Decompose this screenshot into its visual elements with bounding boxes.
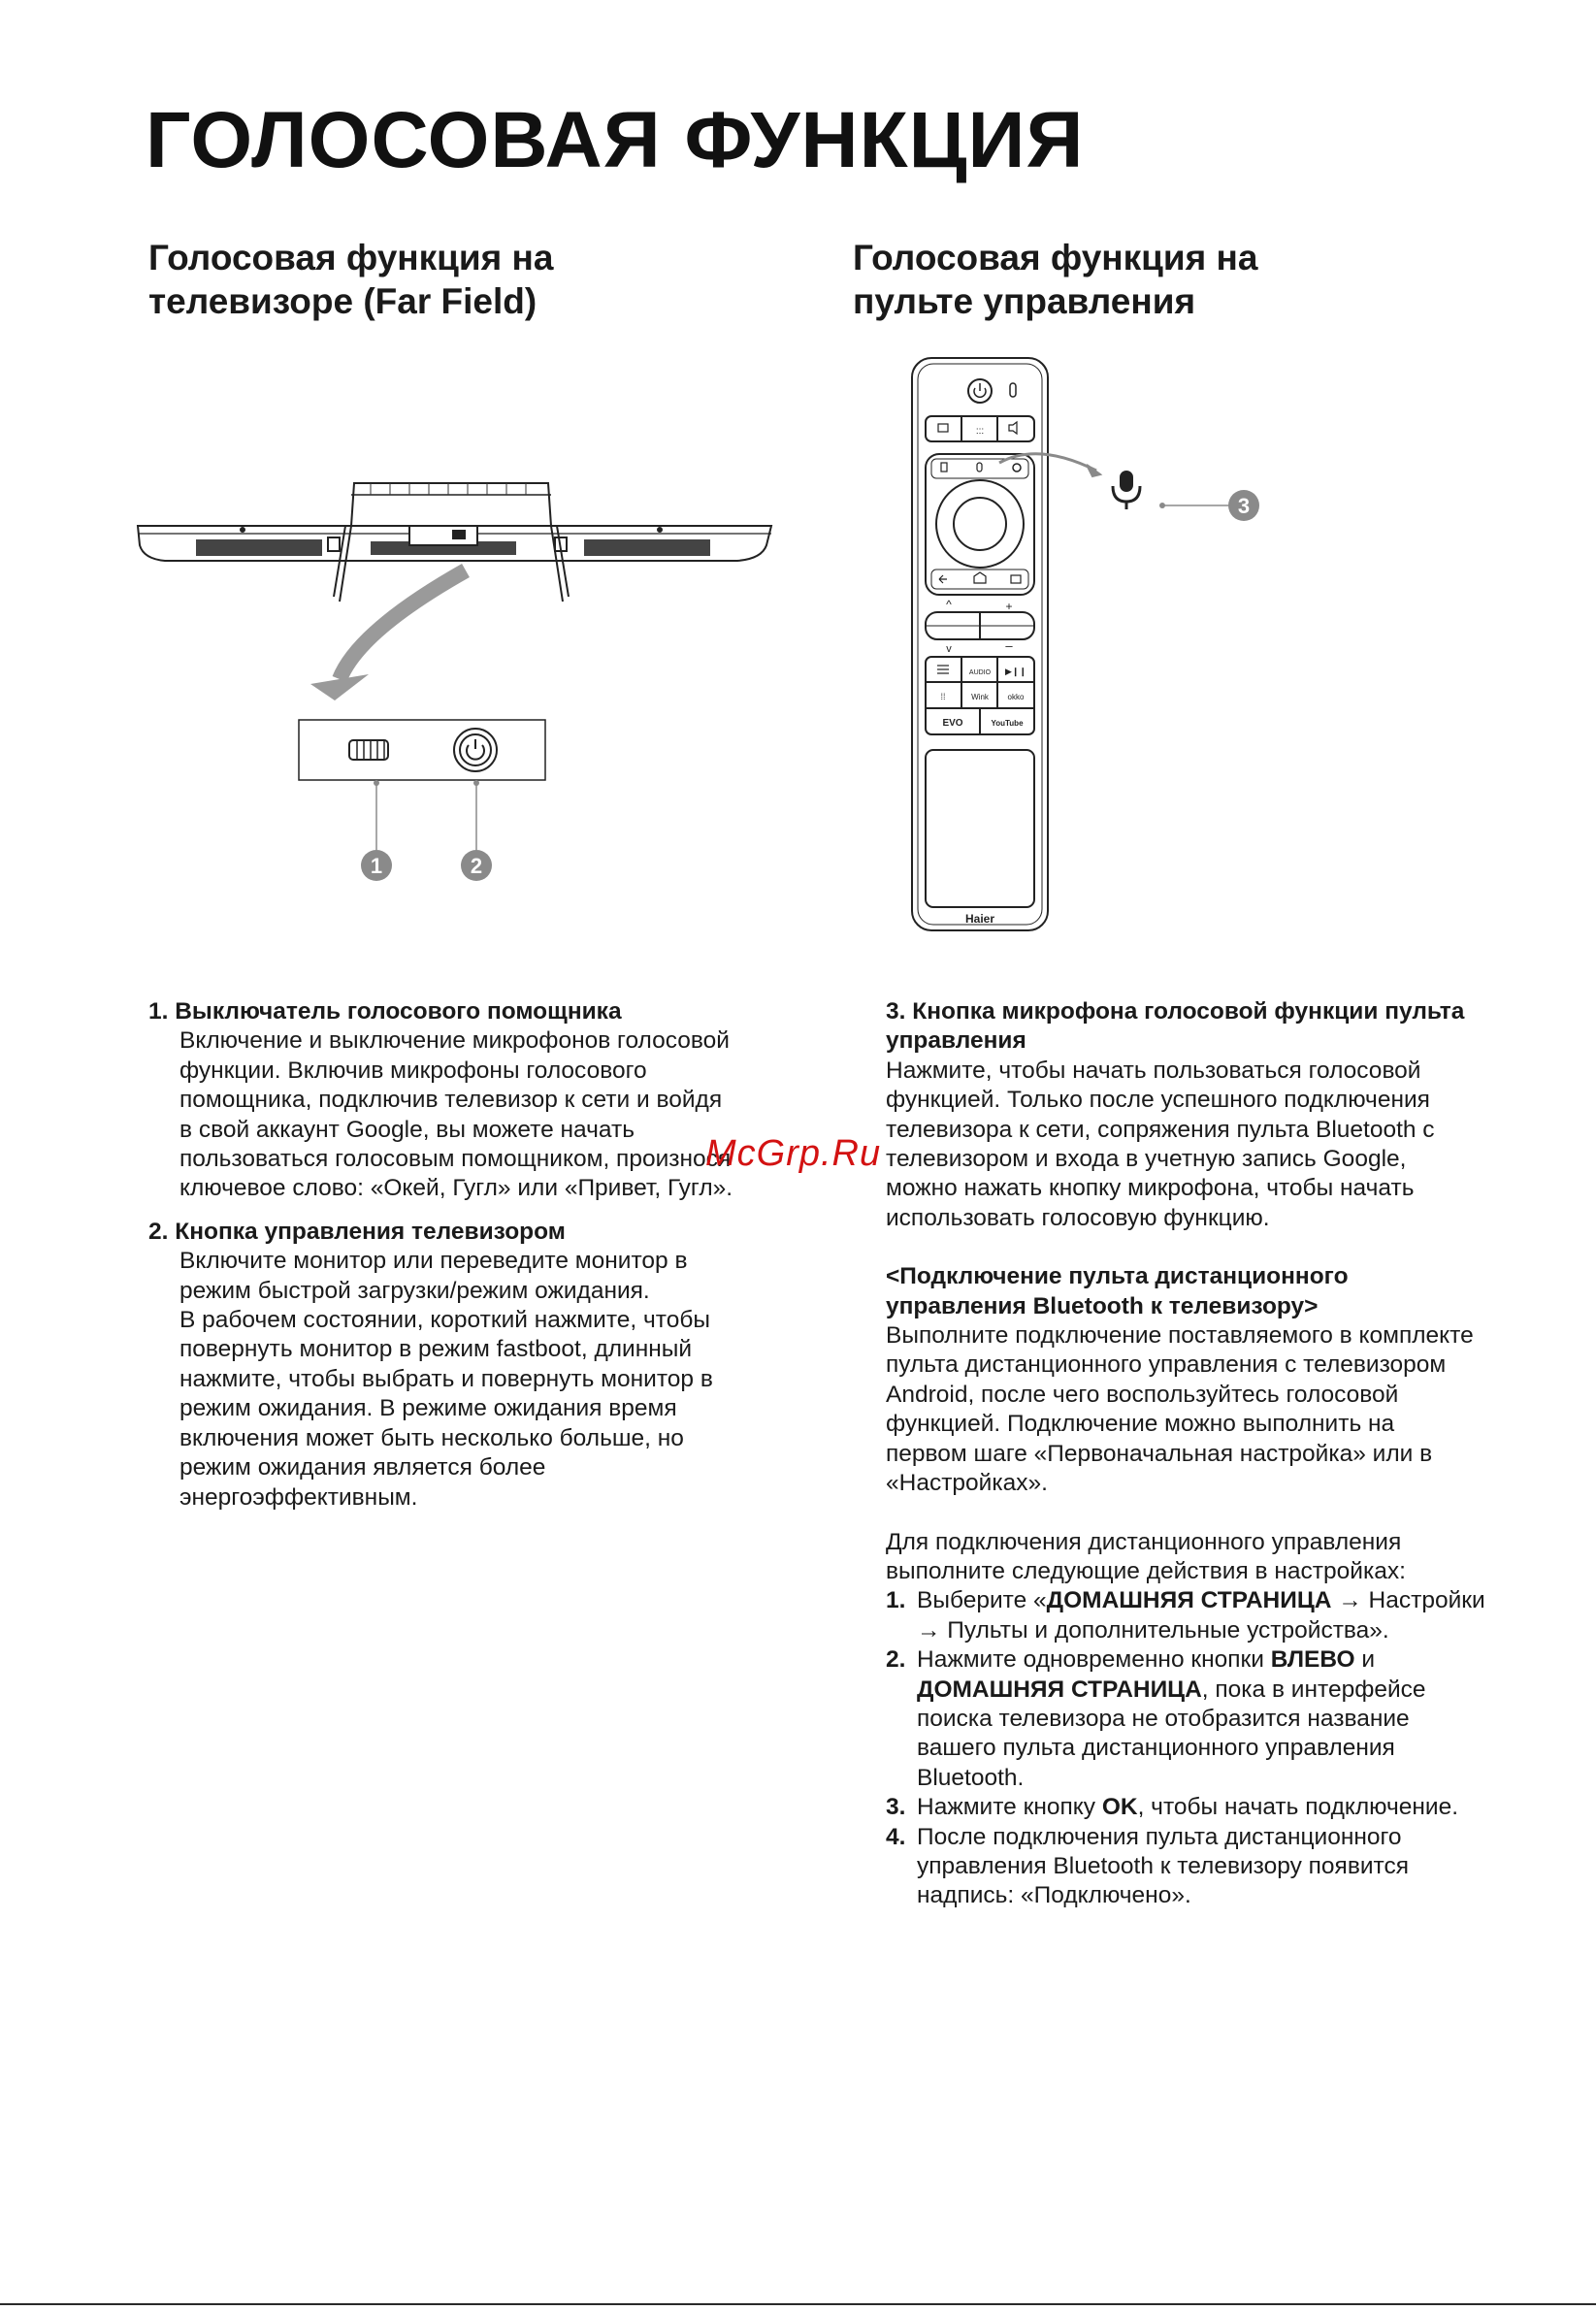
bluetooth-line: «Настройках». — [886, 1470, 1048, 1497]
item-3-line: телевизором и входа в учетную запись Google, — [886, 1146, 1407, 1173]
callout-2-label: 2 — [470, 854, 483, 878]
item-1-line: помощника, подключив телевизор к сети и войдя — [179, 1087, 723, 1114]
item-3-heading-line-1: 3. Кнопка микрофона голосовой функции пульта — [886, 998, 1465, 1025]
item-2-body — [148, 1247, 808, 1513]
item-3-line: можно нажать кнопку микрофона, чтобы начать — [886, 1175, 1415, 1202]
item-2-line: режим быстрой загрузки/режим ожидания. — [179, 1277, 650, 1304]
bluetooth-heading-line-2: управления Bluetooth к телевизору> — [886, 1292, 1319, 1319]
item-2-line: режим ожидания является более — [179, 1454, 546, 1481]
settings-intro-line: Для подключения дистанционного управления — [886, 1528, 1402, 1555]
item-2-line: включения может быть несколько больше, но — [179, 1424, 684, 1451]
item-2-line: энергоэффективным. — [179, 1483, 418, 1511]
item-1-line: ключевое слово: «Окей, Гугл» или «Привет, Гугл». — [179, 1175, 733, 1202]
right-heading-line-1: Голосовая функция на — [853, 238, 1258, 277]
step-3-text: , чтобы начать подключение. — [1137, 1794, 1459, 1821]
remote-youtube-label: YouTube — [991, 719, 1024, 728]
left-section-heading — [148, 236, 553, 323]
step-2-text: вашего пульта дистанционного управления — [917, 1735, 1395, 1762]
remote-control-illustration — [902, 354, 1271, 936]
connection-steps — [886, 1586, 1565, 1910]
step-2-text: поиска телевизора не отобразится название — [917, 1705, 1410, 1732]
page-bottom-rule — [0, 2303, 1596, 2305]
step-4 — [886, 1823, 1565, 1911]
svg-text:⁞⁞: ⁞⁞ — [940, 692, 946, 701]
bluetooth-line: Выполните подключение поставляемого в комплекте — [886, 1322, 1474, 1350]
bluetooth-heading-line-1: <Подключение пульта дистанционного — [886, 1263, 1349, 1290]
svg-text:▶❙❙: ▶❙❙ — [1004, 667, 1027, 676]
mic-button[interactable] — [977, 463, 982, 472]
step-1-bold: ДОМАШНЯЯ СТРАНИЦА — [1046, 1587, 1332, 1614]
item-3-line: использовать голосовую функцию. — [886, 1204, 1270, 1231]
step-2-text: , пока в интерфейсе — [1201, 1676, 1426, 1703]
remote-wink-label: Wink — [971, 693, 989, 701]
remote-brand-label: Haier — [964, 912, 995, 926]
right-section-heading — [853, 236, 1257, 323]
bluetooth-line: функцией. Подключение можно выполнить на — [886, 1411, 1395, 1438]
bluetooth-line: первом шаге «Первоначальная настройка» или в — [886, 1440, 1433, 1467]
remote-evo-label: EVO — [942, 718, 963, 729]
svg-text:+: + — [1005, 600, 1013, 613]
step-2-text: и — [1354, 1646, 1376, 1674]
item-2-line: нажмите, чтобы выбрать и повернуть монитор в — [179, 1365, 713, 1392]
step-1-number: 1. — [886, 1587, 906, 1614]
microphone-icon — [1113, 471, 1140, 509]
step-4-text: надпись: «Подключено». — [917, 1882, 1191, 1909]
watermark: McGrp.Ru — [705, 1133, 882, 1174]
item-2-line: В рабочем состоянии, короткий нажмите, чтобы — [179, 1307, 711, 1334]
step-4-number: 4. — [886, 1823, 906, 1850]
left-heading-line-2: телевизоре (Far Field) — [148, 281, 537, 321]
step-1 — [886, 1586, 1565, 1645]
svg-text:v: v — [946, 643, 952, 655]
svg-text:^: ^ — [946, 598, 952, 611]
tv-bottom-illustration — [126, 466, 805, 893]
step-3-number: 3. — [886, 1794, 906, 1821]
left-description — [148, 997, 808, 1513]
item-1-heading: 1. Выключатель голосового помощника — [148, 998, 622, 1025]
svg-text::::: ::: — [975, 426, 985, 437]
step-2-text: Bluetooth. — [917, 1764, 1025, 1791]
step-4-text: После подключения пульта дистанционного — [917, 1823, 1402, 1850]
item-1-line: в свой аккаунт Google, вы можете начать — [179, 1116, 635, 1143]
remote-okko-label: okko — [1007, 693, 1025, 701]
step-2-number: 2. — [886, 1646, 906, 1674]
item-1-body — [148, 1026, 808, 1203]
step-4-text: управления Bluetooth к телевизору появится — [917, 1852, 1409, 1879]
step-2-bold: ДОМАШНЯЯ СТРАНИЦА — [917, 1676, 1202, 1703]
settings-intro-line: выполните следующие действия в настройках: — [886, 1557, 1406, 1584]
step-2-bold: ВЛЕВО — [1270, 1646, 1355, 1674]
item-3-line: функцией. Только после успешного подключения — [886, 1087, 1430, 1114]
item-3-line: телевизора к сети, сопряжения пульта Bluetooth с — [886, 1116, 1435, 1143]
step-1-text: Выберите « — [917, 1587, 1047, 1614]
right-description — [886, 997, 1565, 1911]
right-heading-line-2: пульте управления — [853, 281, 1196, 321]
remote-audio-label: AUDIO — [968, 669, 992, 676]
item-1-line: Включение и выключение микрофонов голосовой — [179, 1027, 730, 1055]
item-2-heading: 2. Кнопка управления телевизором — [148, 1218, 566, 1245]
step-2-text: Нажмите одновременно кнопки — [917, 1646, 1271, 1674]
svg-text:–: – — [1005, 638, 1013, 653]
step-1-text: → Пульты и дополнительные устройства». — [917, 1616, 1389, 1644]
item-1-line: пользоваться голосовым помощником, произнося — [179, 1146, 732, 1173]
item-2-line: Включите монитор или переведите монитор в — [179, 1248, 688, 1275]
step-3-bold: OK — [1101, 1794, 1138, 1821]
callout-3-label: 3 — [1237, 494, 1251, 518]
item-1-line: функции. Включив микрофоны голосового — [179, 1057, 647, 1084]
item-3-heading-line-2: управления — [886, 1027, 1026, 1055]
step-2 — [886, 1645, 1565, 1793]
item-2-line: режим ожидания. В режиме ожидания время — [179, 1395, 677, 1422]
item-2-line: повернуть монитор в режим fastboot, длинный — [179, 1336, 693, 1363]
page-title: ГОЛОСОВАЯ ФУНКЦИЯ — [146, 96, 1085, 184]
callout-1-label: 1 — [370, 854, 383, 878]
item-3-line: Нажмите, чтобы начать пользоваться голосовой — [886, 1057, 1421, 1084]
bluetooth-line: пульта дистанционного управления с телевизором — [886, 1351, 1447, 1379]
step-1-text: → Настройки — [1331, 1587, 1485, 1614]
bluetooth-line: Android, после чего воспользуйтесь голосовой — [886, 1381, 1399, 1408]
left-heading-line-1: Голосовая функция на — [148, 238, 554, 277]
step-3-text: Нажмите кнопку — [917, 1794, 1102, 1821]
step-3 — [886, 1793, 1565, 1822]
